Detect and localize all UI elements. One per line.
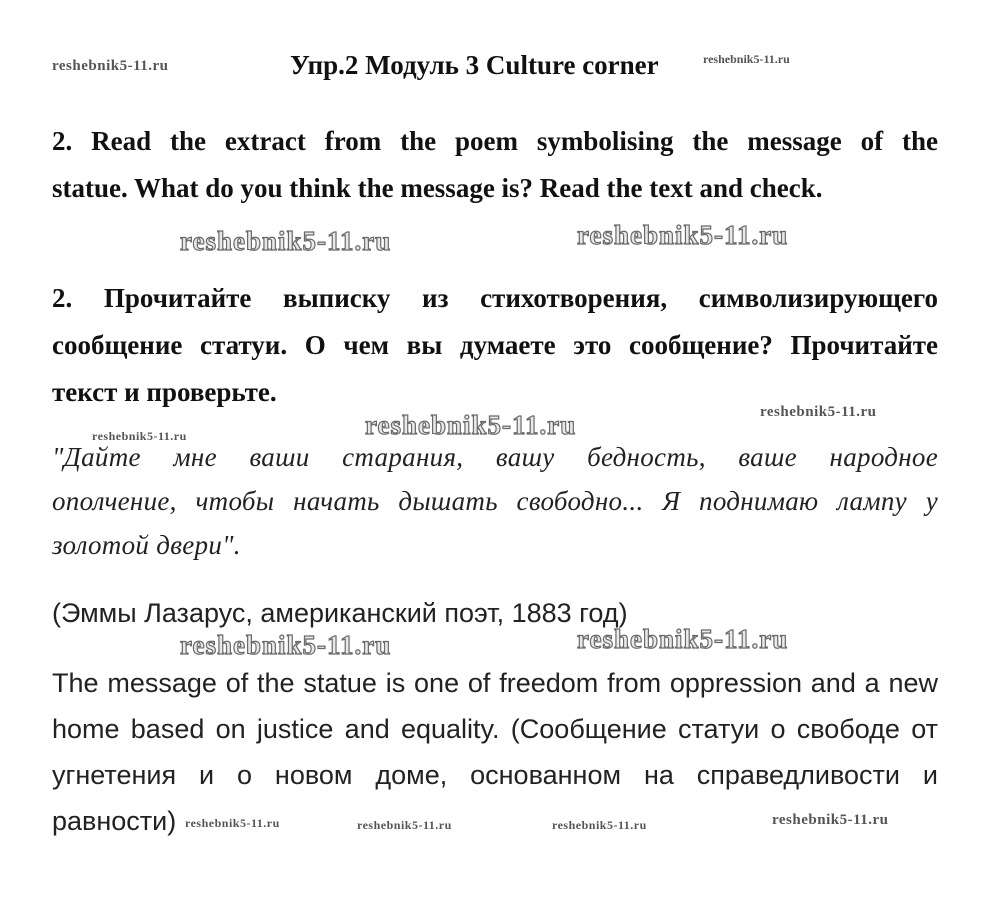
task-english [52, 118, 938, 212]
watermark-small: reshebnik5-11.ru [772, 812, 889, 828]
watermark-large: reshebnik5-11.ru [365, 410, 577, 440]
answer-line: угнетения и о новом доме, основанном на справедливости и [52, 760, 938, 790]
poem-quote-line: "Дайте мне ваши старания, вашу бедность, ваше народное [52, 442, 938, 472]
task-russian-line: 2. Прочитайте выписку из стихотворения, символизирующего [52, 283, 938, 313]
task-russian-line: сообщение статуи. О чем вы думаете это сообщение? Прочитайте [52, 330, 938, 360]
watermark-title-superscript: reshebnik5-11.ru [703, 52, 790, 66]
watermark-large: reshebnik5-11.ru [577, 624, 789, 654]
watermark-large: reshebnik5-11.ru [577, 220, 789, 250]
watermark-tiny: reshebnik5-11.ru [92, 429, 187, 443]
poem-quote-line: ополчение, чтобы начать дышать свободно... Я поднимаю лампу у [52, 486, 938, 516]
answer-line: The message of the statue is one of freedom from oppression and a new [52, 668, 938, 698]
watermark-tiny: reshebnik5-11.ru [552, 818, 647, 832]
poem-quote [52, 435, 938, 567]
answer-line: равности) [52, 806, 177, 836]
watermark-tiny: reshebnik5-11.ru [185, 816, 280, 830]
answer-line: home based on justice and equality. (Сообщение статуи о свободе от [52, 714, 938, 744]
attribution-text: (Эммы Лазарус, американский поэт, 1883 год) [52, 598, 628, 628]
page-title: Упр.2 Модуль 3 Culture corner [290, 50, 659, 80]
watermark-small: reshebnik5-11.ru [760, 404, 877, 420]
task-russian [52, 275, 938, 416]
task-russian-line: текст и проверьте. [52, 377, 277, 407]
watermark-large: reshebnik5-11.ru [180, 226, 392, 256]
watermark-large: reshebnik5-11.ru [180, 630, 392, 660]
task-english-line: 2. Read the extract from the poem symbolising the message of the [52, 126, 938, 156]
watermark-tiny: reshebnik5-11.ru [357, 818, 452, 832]
task-english-line: statue. What do you think the message is? Read the text and check. [52, 173, 823, 203]
poem-quote-line: золотой двери". [52, 530, 241, 560]
watermark-top-left: reshebnik5-11.ru [52, 58, 169, 74]
